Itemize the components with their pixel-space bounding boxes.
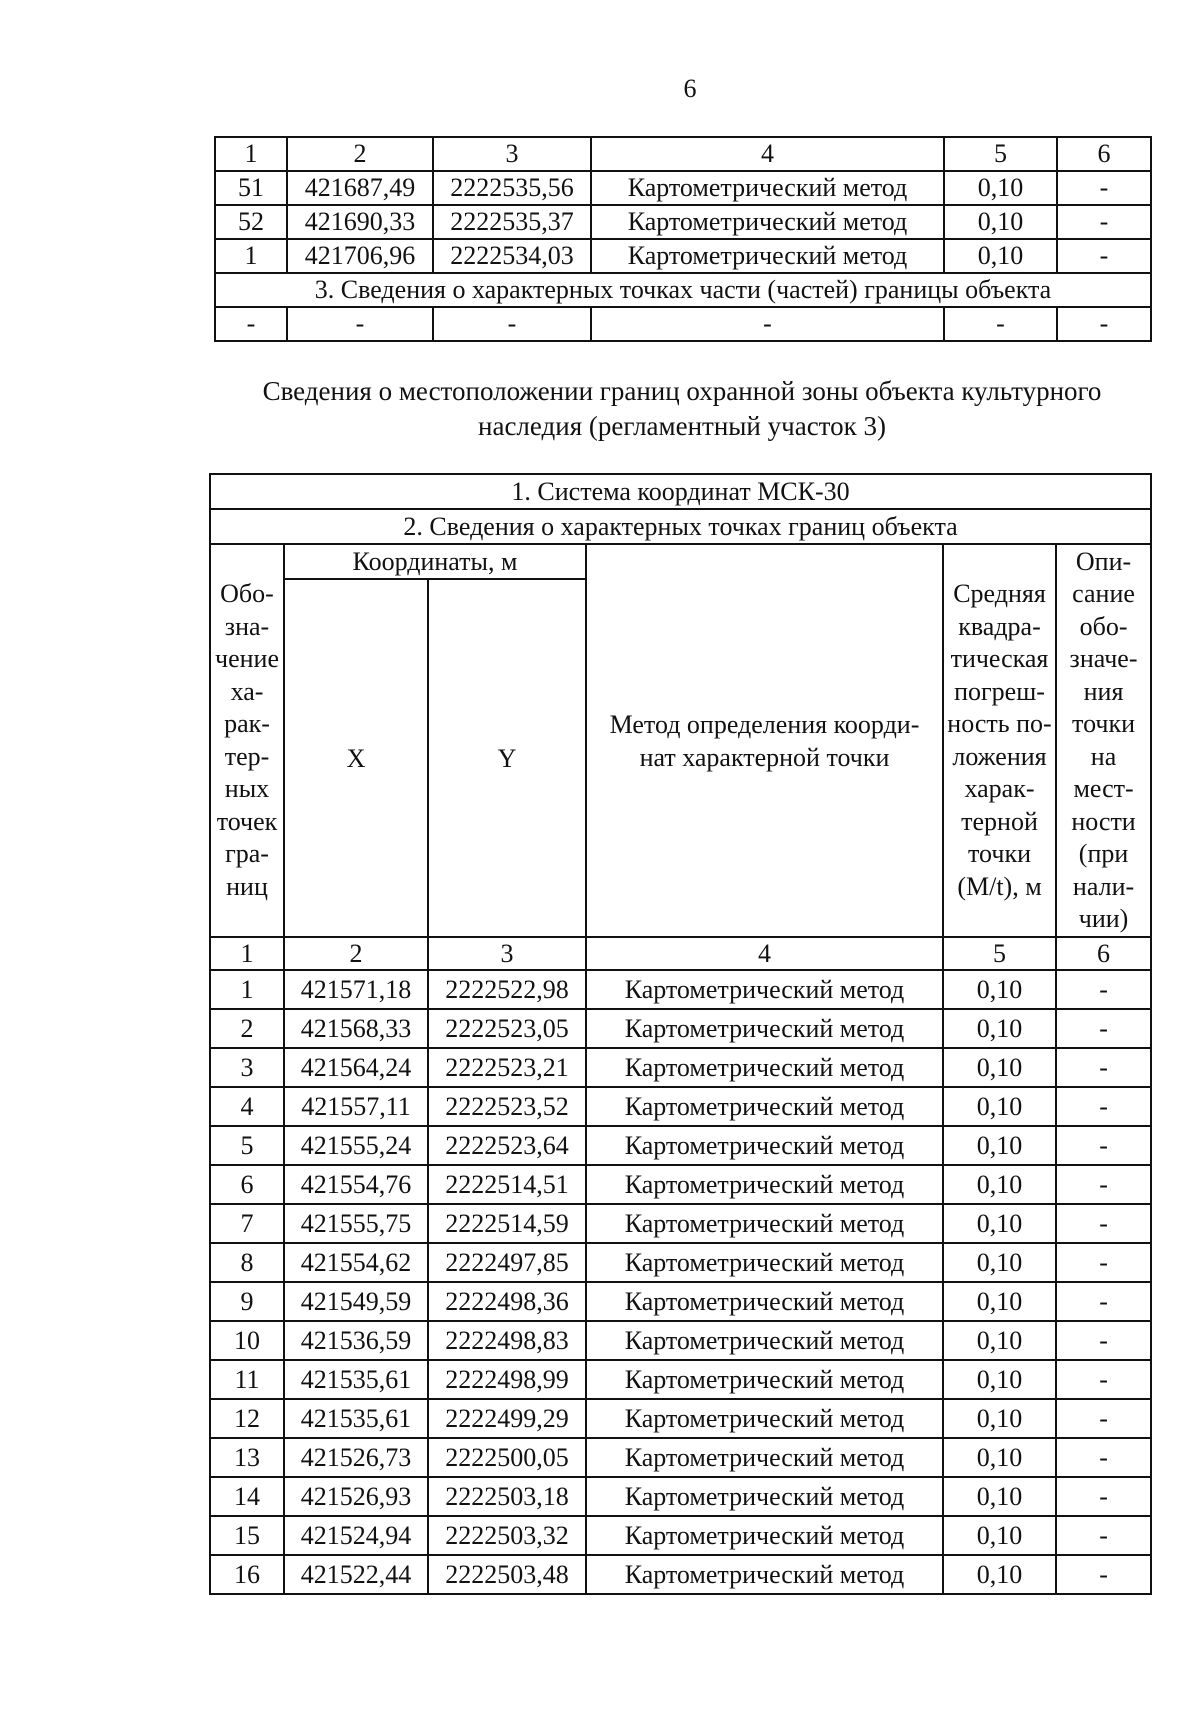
method-cell: Картометрический метод	[586, 1087, 943, 1126]
error-cell: 5	[943, 937, 1056, 970]
error-cell: 5	[944, 137, 1057, 171]
y-coordinate-cell: 2222498,99	[428, 1360, 586, 1399]
x-coordinate-cell: 421568,33	[284, 1009, 428, 1048]
y-column-header: Y	[428, 579, 586, 937]
description-cell: -	[1056, 1048, 1151, 1087]
boundary-points-title: 2. Сведения о характерных точках границ объекта	[210, 509, 1151, 544]
method-cell: Картометрический метод	[591, 205, 944, 239]
point-id-cell: 12	[210, 1399, 284, 1438]
table-row	[210, 1243, 1151, 1282]
x-column-header: X	[284, 579, 428, 937]
column-number-row	[210, 937, 1151, 970]
method-cell: Картометрический метод	[586, 1126, 943, 1165]
method-cell: Картометрический метод	[591, 171, 944, 205]
error-cell: 0,10	[943, 1126, 1056, 1165]
method-cell: Картометрический метод	[586, 1243, 943, 1282]
error-cell: 0,10	[944, 239, 1057, 273]
description-cell: -	[1056, 1321, 1151, 1360]
method-cell: 4	[586, 937, 943, 970]
error-cell: 0,10	[944, 205, 1057, 239]
method-cell: Картометрический метод	[586, 1282, 943, 1321]
x-coordinate-cell: 421549,59	[284, 1282, 428, 1321]
table-row	[210, 1360, 1151, 1399]
point-id-cell: -	[215, 307, 287, 341]
error-cell: 0,10	[943, 1009, 1056, 1048]
y-coordinate-cell: 2222522,98	[428, 970, 586, 1009]
x-coordinate-cell: 421524,94	[284, 1516, 428, 1555]
continuation-table	[214, 136, 1152, 342]
point-id-cell: 1	[210, 970, 284, 1009]
x-coordinate-cell: -	[287, 307, 433, 341]
table-row	[210, 1204, 1151, 1243]
table-row	[215, 205, 1151, 239]
y-coordinate-cell: 2222523,21	[428, 1048, 586, 1087]
table-row	[210, 1477, 1151, 1516]
y-coordinate-cell: 2222500,05	[428, 1438, 586, 1477]
table-row	[210, 1165, 1151, 1204]
method-cell: Картометрический метод	[586, 1399, 943, 1438]
error-cell: 0,10	[943, 1555, 1056, 1594]
description-cell: -	[1056, 1477, 1151, 1516]
method-cell: Картометрический метод	[586, 1321, 943, 1360]
method-cell: Картометрический метод	[586, 1477, 943, 1516]
y-coordinate-cell: 2222497,85	[428, 1243, 586, 1282]
y-coordinate-cell: 2222503,48	[428, 1555, 586, 1594]
section-heading-line-1: Сведения о местоположении границ охранной зоны объекта культурного	[262, 376, 1102, 406]
x-coordinate-cell: 421564,24	[284, 1048, 428, 1087]
y-coordinate-cell: 2222498,36	[428, 1282, 586, 1321]
coordinate-system-title: 1. Система координат МСК-30	[210, 474, 1151, 509]
point-id-cell: 6	[210, 1165, 284, 1204]
point-id-cell: 51	[215, 171, 287, 205]
method-cell: -	[591, 307, 944, 341]
y-coordinate-cell: 2222514,59	[428, 1204, 586, 1243]
point-id-cell: 9	[210, 1282, 284, 1321]
description-cell: -	[1056, 1126, 1151, 1165]
table-row	[210, 1438, 1151, 1477]
error-cell: 0,10	[943, 1438, 1056, 1477]
point-id-cell: 14	[210, 1477, 284, 1516]
x-coordinate-cell: 421522,44	[284, 1555, 428, 1594]
y-coordinate-cell: 3	[433, 137, 591, 171]
x-coordinate-cell: 421526,73	[284, 1438, 428, 1477]
error-cell: 0,10	[943, 1399, 1056, 1438]
table-row	[210, 1516, 1151, 1555]
description-cell: 6	[1057, 137, 1151, 171]
table-row	[210, 1321, 1151, 1360]
description-cell: -	[1056, 1243, 1151, 1282]
point-id-cell: 1	[215, 137, 287, 171]
table-row	[210, 1048, 1151, 1087]
y-coordinate-cell: 2222535,37	[433, 205, 591, 239]
description-cell: -	[1056, 1438, 1151, 1477]
point-id-cell: 11	[210, 1360, 284, 1399]
description-cell: -	[1056, 1399, 1151, 1438]
y-coordinate-cell: 2222503,32	[428, 1516, 586, 1555]
method-cell: Картометрический метод	[586, 1204, 943, 1243]
section3-title-row	[215, 273, 1151, 307]
error-cell: 0,10	[943, 1243, 1056, 1282]
x-coordinate-cell: 421535,61	[284, 1360, 428, 1399]
point-id-cell: 10	[210, 1321, 284, 1360]
description-cell: -	[1057, 205, 1151, 239]
description-cell: -	[1057, 239, 1151, 273]
method-cell: Картометрический метод	[586, 1360, 943, 1399]
method-cell: Картометрический метод	[586, 1009, 943, 1048]
point-id-cell: 15	[210, 1516, 284, 1555]
table-row	[210, 1399, 1151, 1438]
description-cell: -	[1056, 970, 1151, 1009]
description-cell: -	[1056, 1087, 1151, 1126]
x-coordinate-cell: 421690,33	[287, 205, 433, 239]
error-cell: 0,10	[943, 1165, 1056, 1204]
error-cell: -	[944, 307, 1057, 341]
section-heading-line-2: наследия (регламентный участок 3)	[478, 411, 886, 441]
error-cell: 0,10	[943, 1282, 1056, 1321]
x-coordinate-cell: 2	[284, 937, 428, 970]
point-id-cell: 16	[210, 1555, 284, 1594]
table-row	[210, 1555, 1151, 1594]
description-cell: -	[1057, 171, 1151, 205]
error-column-header: Средняя квадра- тическая погреш- ность по- ложения харак- терной точки (M/t), м	[943, 544, 1056, 937]
description-column-header: Опи- сание обо- значе- ния точки на мест- ности (при нали- чии)	[1056, 544, 1151, 937]
y-coordinate-cell: 2222523,64	[428, 1126, 586, 1165]
x-coordinate-cell: 421526,93	[284, 1477, 428, 1516]
table-row	[210, 1282, 1151, 1321]
boundary-points-table	[209, 473, 1152, 1595]
y-coordinate-cell: 2222535,56	[433, 171, 591, 205]
x-coordinate-cell: 421554,76	[284, 1165, 428, 1204]
table-row	[210, 970, 1151, 1009]
x-coordinate-cell: 421706,96	[287, 239, 433, 273]
error-cell: 0,10	[943, 1087, 1056, 1126]
point-id-cell: 1	[210, 937, 284, 970]
x-coordinate-cell: 421571,18	[284, 970, 428, 1009]
x-coordinate-cell: 421536,59	[284, 1321, 428, 1360]
table-row	[210, 1009, 1151, 1048]
y-coordinate-cell: -	[433, 307, 591, 341]
method-cell: Картометрический метод	[586, 1555, 943, 1594]
page-number: 6	[683, 74, 697, 103]
method-cell: Картометрический метод	[591, 239, 944, 273]
point-id-cell: 7	[210, 1204, 284, 1243]
x-coordinate-cell: 421555,75	[284, 1204, 428, 1243]
description-cell: -	[1056, 1555, 1151, 1594]
error-cell: 0,10	[943, 1516, 1056, 1555]
y-coordinate-cell: 2222523,52	[428, 1087, 586, 1126]
y-coordinate-cell: 2222499,29	[428, 1399, 586, 1438]
y-coordinate-cell: 2222498,83	[428, 1321, 586, 1360]
table-row	[215, 239, 1151, 273]
point-id-cell: 1	[215, 239, 287, 273]
x-coordinate-cell: 421557,11	[284, 1087, 428, 1126]
y-coordinate-cell: 2222523,05	[428, 1009, 586, 1048]
error-cell: 0,10	[943, 1048, 1056, 1087]
method-cell: Картометрический метод	[586, 1165, 943, 1204]
method-cell: 4	[591, 137, 944, 171]
table-row	[215, 171, 1151, 205]
description-cell: -	[1056, 1165, 1151, 1204]
description-cell: -	[1057, 307, 1151, 341]
point-id-cell: 5	[210, 1126, 284, 1165]
error-cell: 0,10	[943, 1360, 1056, 1399]
section3-empty-row	[215, 307, 1151, 341]
error-cell: 0,10	[943, 1477, 1056, 1516]
error-cell: 0,10	[943, 1204, 1056, 1243]
table-row	[210, 1126, 1151, 1165]
description-cell: -	[1056, 1360, 1151, 1399]
error-cell: 0,10	[943, 970, 1056, 1009]
point-id-cell: 2	[210, 1009, 284, 1048]
description-cell: -	[1056, 1204, 1151, 1243]
designation-column-header: Обо- зна- чение ха- рак- тер- ных точек гра- ниц	[210, 544, 284, 937]
x-coordinate-cell: 421535,61	[284, 1399, 428, 1438]
description-cell: -	[1056, 1282, 1151, 1321]
section-heading	[214, 374, 1150, 444]
x-coordinate-cell: 421555,24	[284, 1126, 428, 1165]
point-id-cell: 52	[215, 205, 287, 239]
error-cell: 0,10	[944, 171, 1057, 205]
y-coordinate-cell: 2222503,18	[428, 1477, 586, 1516]
error-cell: 0,10	[943, 1321, 1056, 1360]
table-row	[210, 1087, 1151, 1126]
column-number-row	[215, 137, 1151, 171]
method-cell: Картометрический метод	[586, 1516, 943, 1555]
x-coordinate-cell: 421554,62	[284, 1243, 428, 1282]
point-id-cell: 4	[210, 1087, 284, 1126]
section3-title: 3. Сведения о характерных точках части (частей) границы объекта	[215, 273, 1151, 307]
description-cell: -	[1056, 1009, 1151, 1048]
point-id-cell: 8	[210, 1243, 284, 1282]
method-cell: Картометрический метод	[586, 970, 943, 1009]
y-coordinate-cell: 2222514,51	[428, 1165, 586, 1204]
y-coordinate-cell: 2222534,03	[433, 239, 591, 273]
method-column-header: Метод определения коорди- нат характерной точки	[586, 544, 943, 937]
description-cell: -	[1056, 1516, 1151, 1555]
point-id-cell: 13	[210, 1438, 284, 1477]
method-cell: Картометрический метод	[586, 1438, 943, 1477]
method-cell: Картометрический метод	[586, 1048, 943, 1087]
x-coordinate-cell: 421687,49	[287, 171, 433, 205]
description-cell: 6	[1056, 937, 1151, 970]
y-coordinate-cell: 3	[428, 937, 586, 970]
point-id-cell: 3	[210, 1048, 284, 1087]
coordinates-column-header: Координаты, м	[284, 544, 586, 579]
x-coordinate-cell: 2	[287, 137, 433, 171]
